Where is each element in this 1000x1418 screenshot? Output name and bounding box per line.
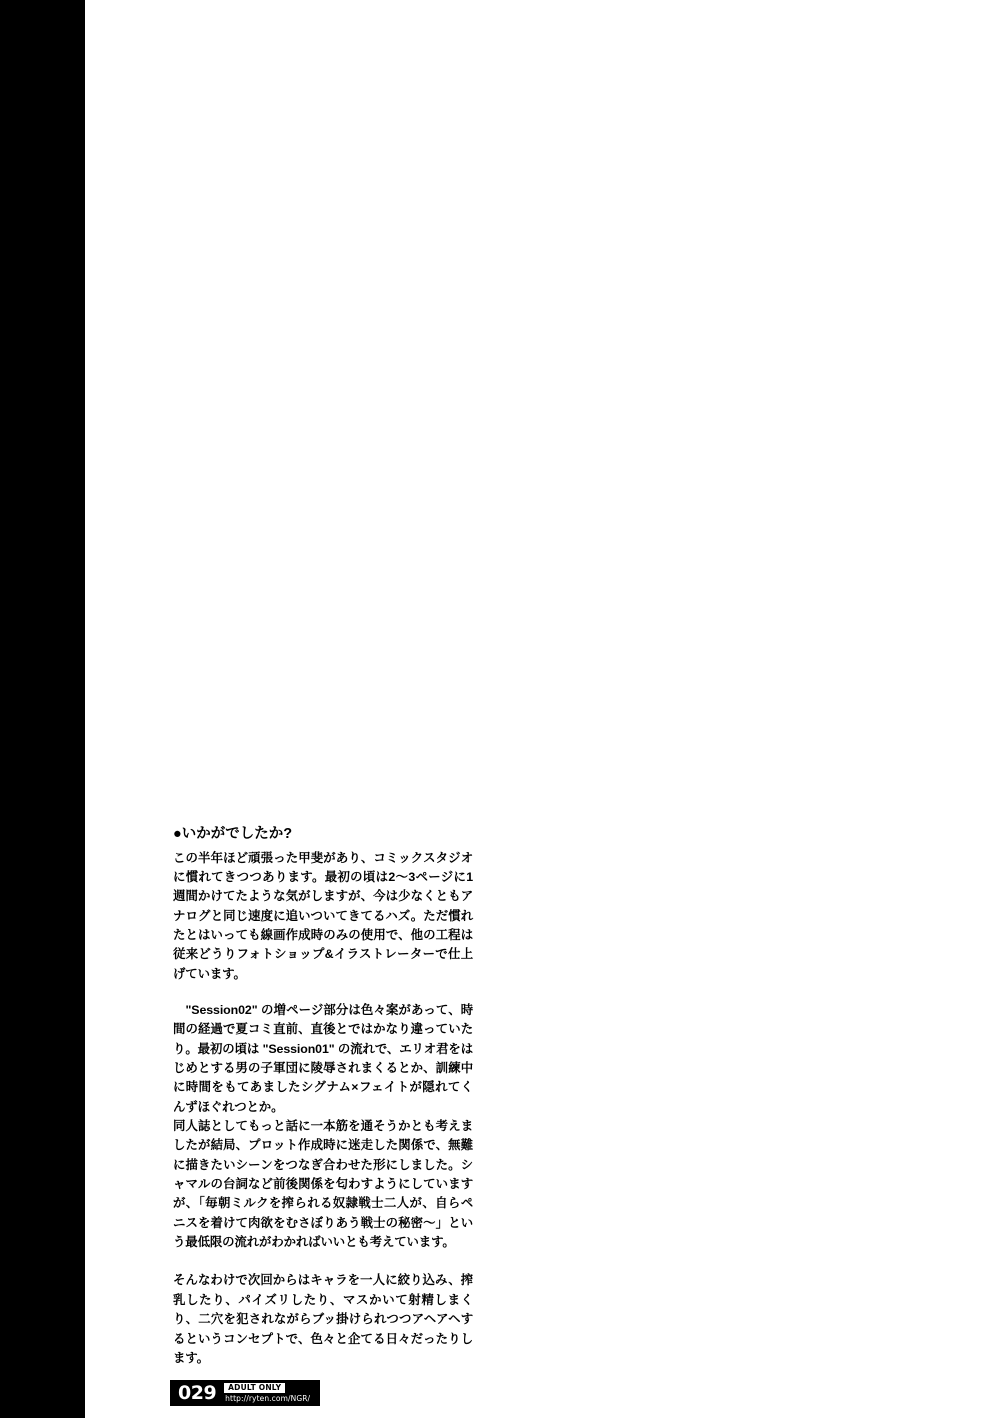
afterword-paragraph-2: "Session02" の増ページ部分は色々案があって、時間の経過で夏コミ直前、直後とではかなり違っていたり。最初の頃は "Session01" の流れで、エリオ君をはじめとする男の子軍団に陵辱されまくるとか、訓練中に時間をもてあましたシグナム×フェイトが隠れてくんずほぐれつとか。 <box>173 1003 473 1114</box>
afterword-paragraph-3: 同人誌としてもっと話に一本筋を通そうかとも考えましたが結局、プロット作成時に迷走した関係で、無難に描きたいシーンをつなぎ合わせた形にしました。シャマルの台詞など前後関係を匂わすようにしていますが、「毎朝ミルクを搾られる奴隷戦士二人が、自らペニスを着けて肉欲をむさぼりあう戦士の秘密～」という最低限の流れがわかればいいとも考えています。 <box>173 1119 473 1250</box>
afterword-paragraph-1: この半年ほど頑張った甲斐があり、コミックスタジオに慣れてきつつあります。最初の頃は2～3ページに1週間かけてたような気がしますが、今は少なくともアナログと同じ速度に追いついてきてるハズ。ただ慣れたとはいっても線画作成時のみの使用で、他の工程は従来どうりフォトショップ&イラストレーターで仕上げています。 <box>173 850 473 981</box>
page-number: 029 <box>170 1380 222 1406</box>
footer-credit <box>222 1380 320 1406</box>
adult-only-badge: ADULT ONLY <box>224 1383 285 1393</box>
afterword-paragraph-4: そんなわけで次回からはキャラを一人に絞り込み、搾乳したり、パイズリしたり、マスかいて射精しまくり、二穴を犯されながらブッ掛けられつつアヘアヘするというコンセプトで、色々と企てる日々だったりします。 <box>173 1273 473 1365</box>
left-black-band <box>0 0 85 1418</box>
page-footer <box>170 1380 320 1406</box>
afterword-block <box>173 823 473 1368</box>
afterword-heading: ●いかがでしたか? <box>173 826 293 842</box>
page-sheet <box>85 0 1000 1418</box>
footer-url: http://ryten.com/NGR/ <box>225 1393 311 1403</box>
